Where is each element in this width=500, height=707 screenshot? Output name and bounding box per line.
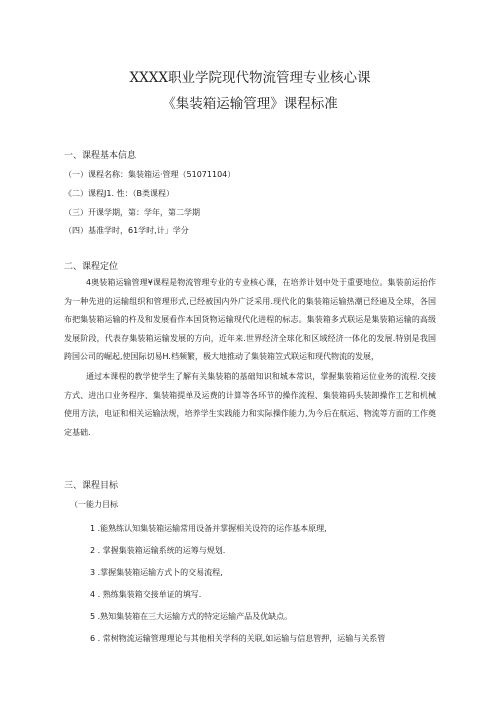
section-heading-basic-info: 一、课程基本信息	[64, 151, 137, 161]
info-item-hours: （四）基准学时，61学时,计」学分	[64, 226, 189, 235]
positioning-paragraph-2: 通过本课程的教学使学生了解有关集装箱的基础知识和城本常识，掌握集装箱运位业务的流程.交接方式、进出口业务程序、集装箱提单及运费的计算等各环节的操作流程、集装箱码头装卸操作工艺和机械使用方法，电证和相关运输法规，培养学生实践能力和实际操作能力,为今后在航运、物流等方面的工作奠定基础.	[64, 372, 436, 437]
info-item-course-name: （一）课程名称：集装箱运·管理（51071104）	[64, 170, 236, 179]
section-heading-positioning: 二、课程定位	[64, 262, 119, 272]
objective-item-2: 2 . 掌握集装箱运输系统的运筹与规划.	[90, 546, 226, 555]
course-standard-title: 《集装箱运输管理》课程标准	[162, 96, 338, 112]
objective-item-6: 6 . 常树物流运输管理理论与其他相关学科的关联,如运输与信息管押，运输与关系管	[90, 634, 386, 643]
positioning-paragraph-1: 4奥装箱运输管理¥课程是物流管理专业的专业核心课，在培养计划中处于重要地位。集装前运抬作为一种先进的运输组织和管理形式,已经被国内外广泛采用.现代化的集装箱运输热潮已经遍及全球，各国布把集装箱运输的杵及和发展看作本国货物运输现代化进程的标志。集装箱多式联运是集装箱运输的高级发展阶段，代表存集装箱运输发展的方向，近年来.世界经济全球化和区域经济一体化的发展.特别是我国跨国公司的崛起,使国际切易H.档频繁，极大地推动了集装箱笠式联运和现代物流的发展，	[64, 278, 436, 362]
objective-item-3: 3 .掌握集装箱运输方式卜的交易流程,	[90, 568, 223, 577]
document-title: XXXX职业学院现代物流管理专业核心课	[129, 70, 371, 86]
objective-item-1: 1 .能熟练认知集装箱运输常用设备并掌握相关设符的运作基本原理,	[90, 524, 327, 533]
objective-item-5: 5 .熟知集装箱在三大运输方式的特定运输产品及优缺点。	[90, 612, 293, 621]
info-item-course-nature: 《二）课程J1. 性：（B类课程）	[64, 189, 175, 198]
section-heading-objectives: 三、课程目标	[64, 481, 119, 491]
objective-item-4: 4 . 熟练集装箱交接单证的填写.	[90, 590, 202, 599]
subheading-ability-objectives: （一能力目标	[70, 500, 118, 509]
info-item-semester: （三）开课学期，第：学年，第二学期	[64, 208, 200, 217]
